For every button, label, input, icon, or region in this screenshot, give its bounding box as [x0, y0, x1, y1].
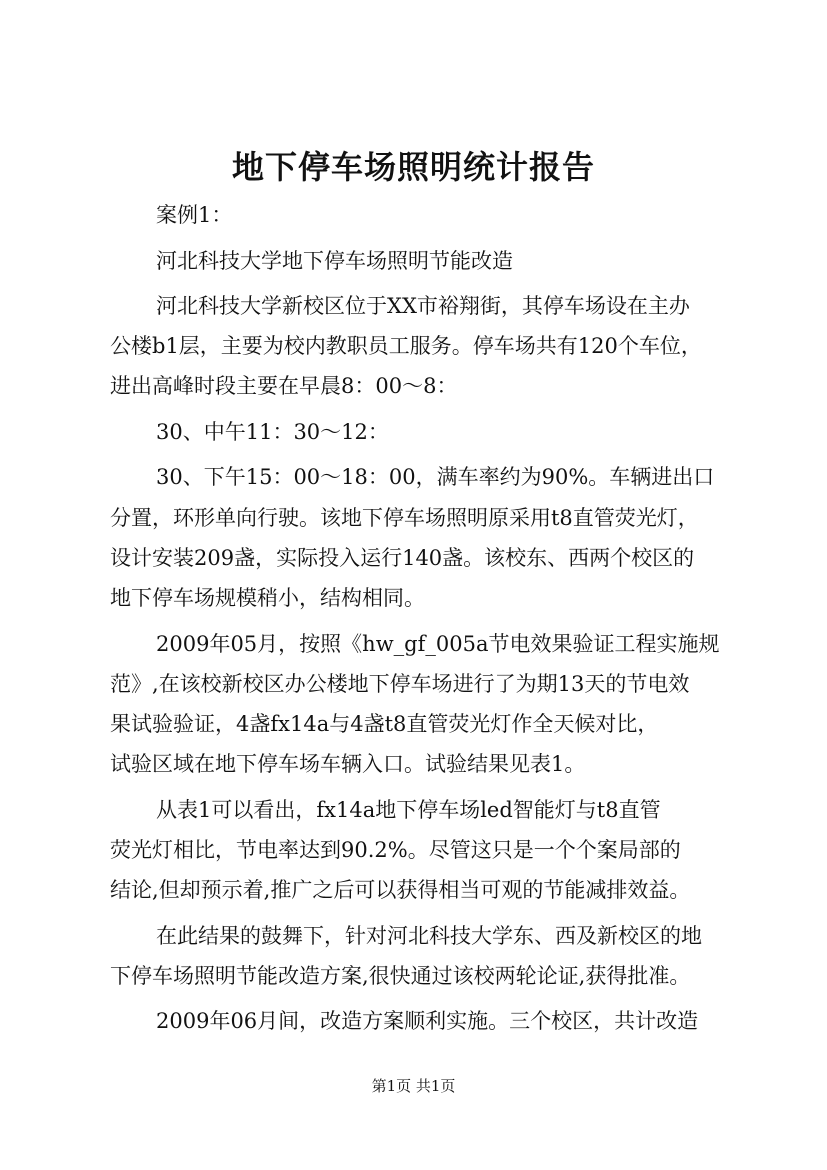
paragraph — [110, 457, 728, 618]
paragraph-line: 分置，环形单向行驶。该地下停车场照明原采用t8直管荧光灯， — [110, 505, 699, 530]
paragraph-line: 2009年05月，按照《hw_gf_005a节电效果验证工程实施规 — [156, 631, 720, 656]
paragraph-line: 试验区域在地下停车场车辆入口。试验结果见表1。 — [110, 752, 586, 777]
document-body — [110, 195, 728, 1047]
paragraph-line: 荧光灯相比，节电率达到90.2%。尽管这只是一个个案局部的 — [110, 837, 681, 862]
paragraph — [110, 624, 728, 785]
paragraph-line: 案例1： — [156, 203, 233, 227]
paragraph — [110, 790, 728, 911]
paragraph — [110, 916, 728, 996]
paragraph-line: 果试验验证，4盏fx14a与4盏t8直管荧光灯作全天候对比， — [110, 711, 659, 736]
paragraph-line: 河北科技大学新校区位于XX市裕翔街，其停车场设在主办 — [156, 294, 690, 318]
paragraph-line: 30、下午15：00～18：00，满车率约为90%。车辆进出口 — [156, 465, 715, 490]
paragraph-line: 范》,在该校新校区办公楼地下停车场进行了为期13天的节电效 — [110, 671, 690, 696]
page-footer: 第1页 共1页 — [371, 1077, 456, 1095]
paragraph-line: 河北科技大学地下停车场照明节能改造 — [156, 248, 513, 273]
paragraph — [110, 412, 728, 452]
paragraph-line: 设计安装209盏，实际投入运行140盏。该校东、西两个校区的 — [110, 545, 695, 570]
paragraph-line: 2009年06月间，改造方案顺利实施。三个校区，共计改造 — [156, 1009, 699, 1034]
paragraph — [110, 195, 728, 235]
paragraph-line: 公楼b1层，主要为校内教职员工服务。停车场共有120个车位， — [110, 334, 702, 359]
paragraph-line: 30、中午11：30～12： — [156, 419, 389, 444]
paragraph-line: 在此结果的鼓舞下，针对河北科技大学东、西及新校区的地 — [156, 923, 702, 948]
paragraph — [110, 241, 728, 281]
paragraph-line: 结论,但却预示着,推广之后可以获得相当可观的节能减排效益。 — [110, 878, 691, 903]
paragraph-line: 从表1可以看出，fx14a地下停车场led智能灯与t8直管 — [156, 797, 661, 822]
paragraph-line: 地下停车场规模稍小，结构相同。 — [110, 586, 425, 611]
paragraph — [110, 1001, 728, 1041]
paragraph-line: 下停车场照明节能改造方案,很快通过该校两轮论证,获得批准。 — [110, 963, 691, 988]
document-title: 地下停车场照明统计报告 — [231, 148, 595, 186]
paragraph-line: 进出高峰时段主要在早晨8：00～8： — [110, 374, 458, 399]
paragraph — [110, 286, 728, 407]
